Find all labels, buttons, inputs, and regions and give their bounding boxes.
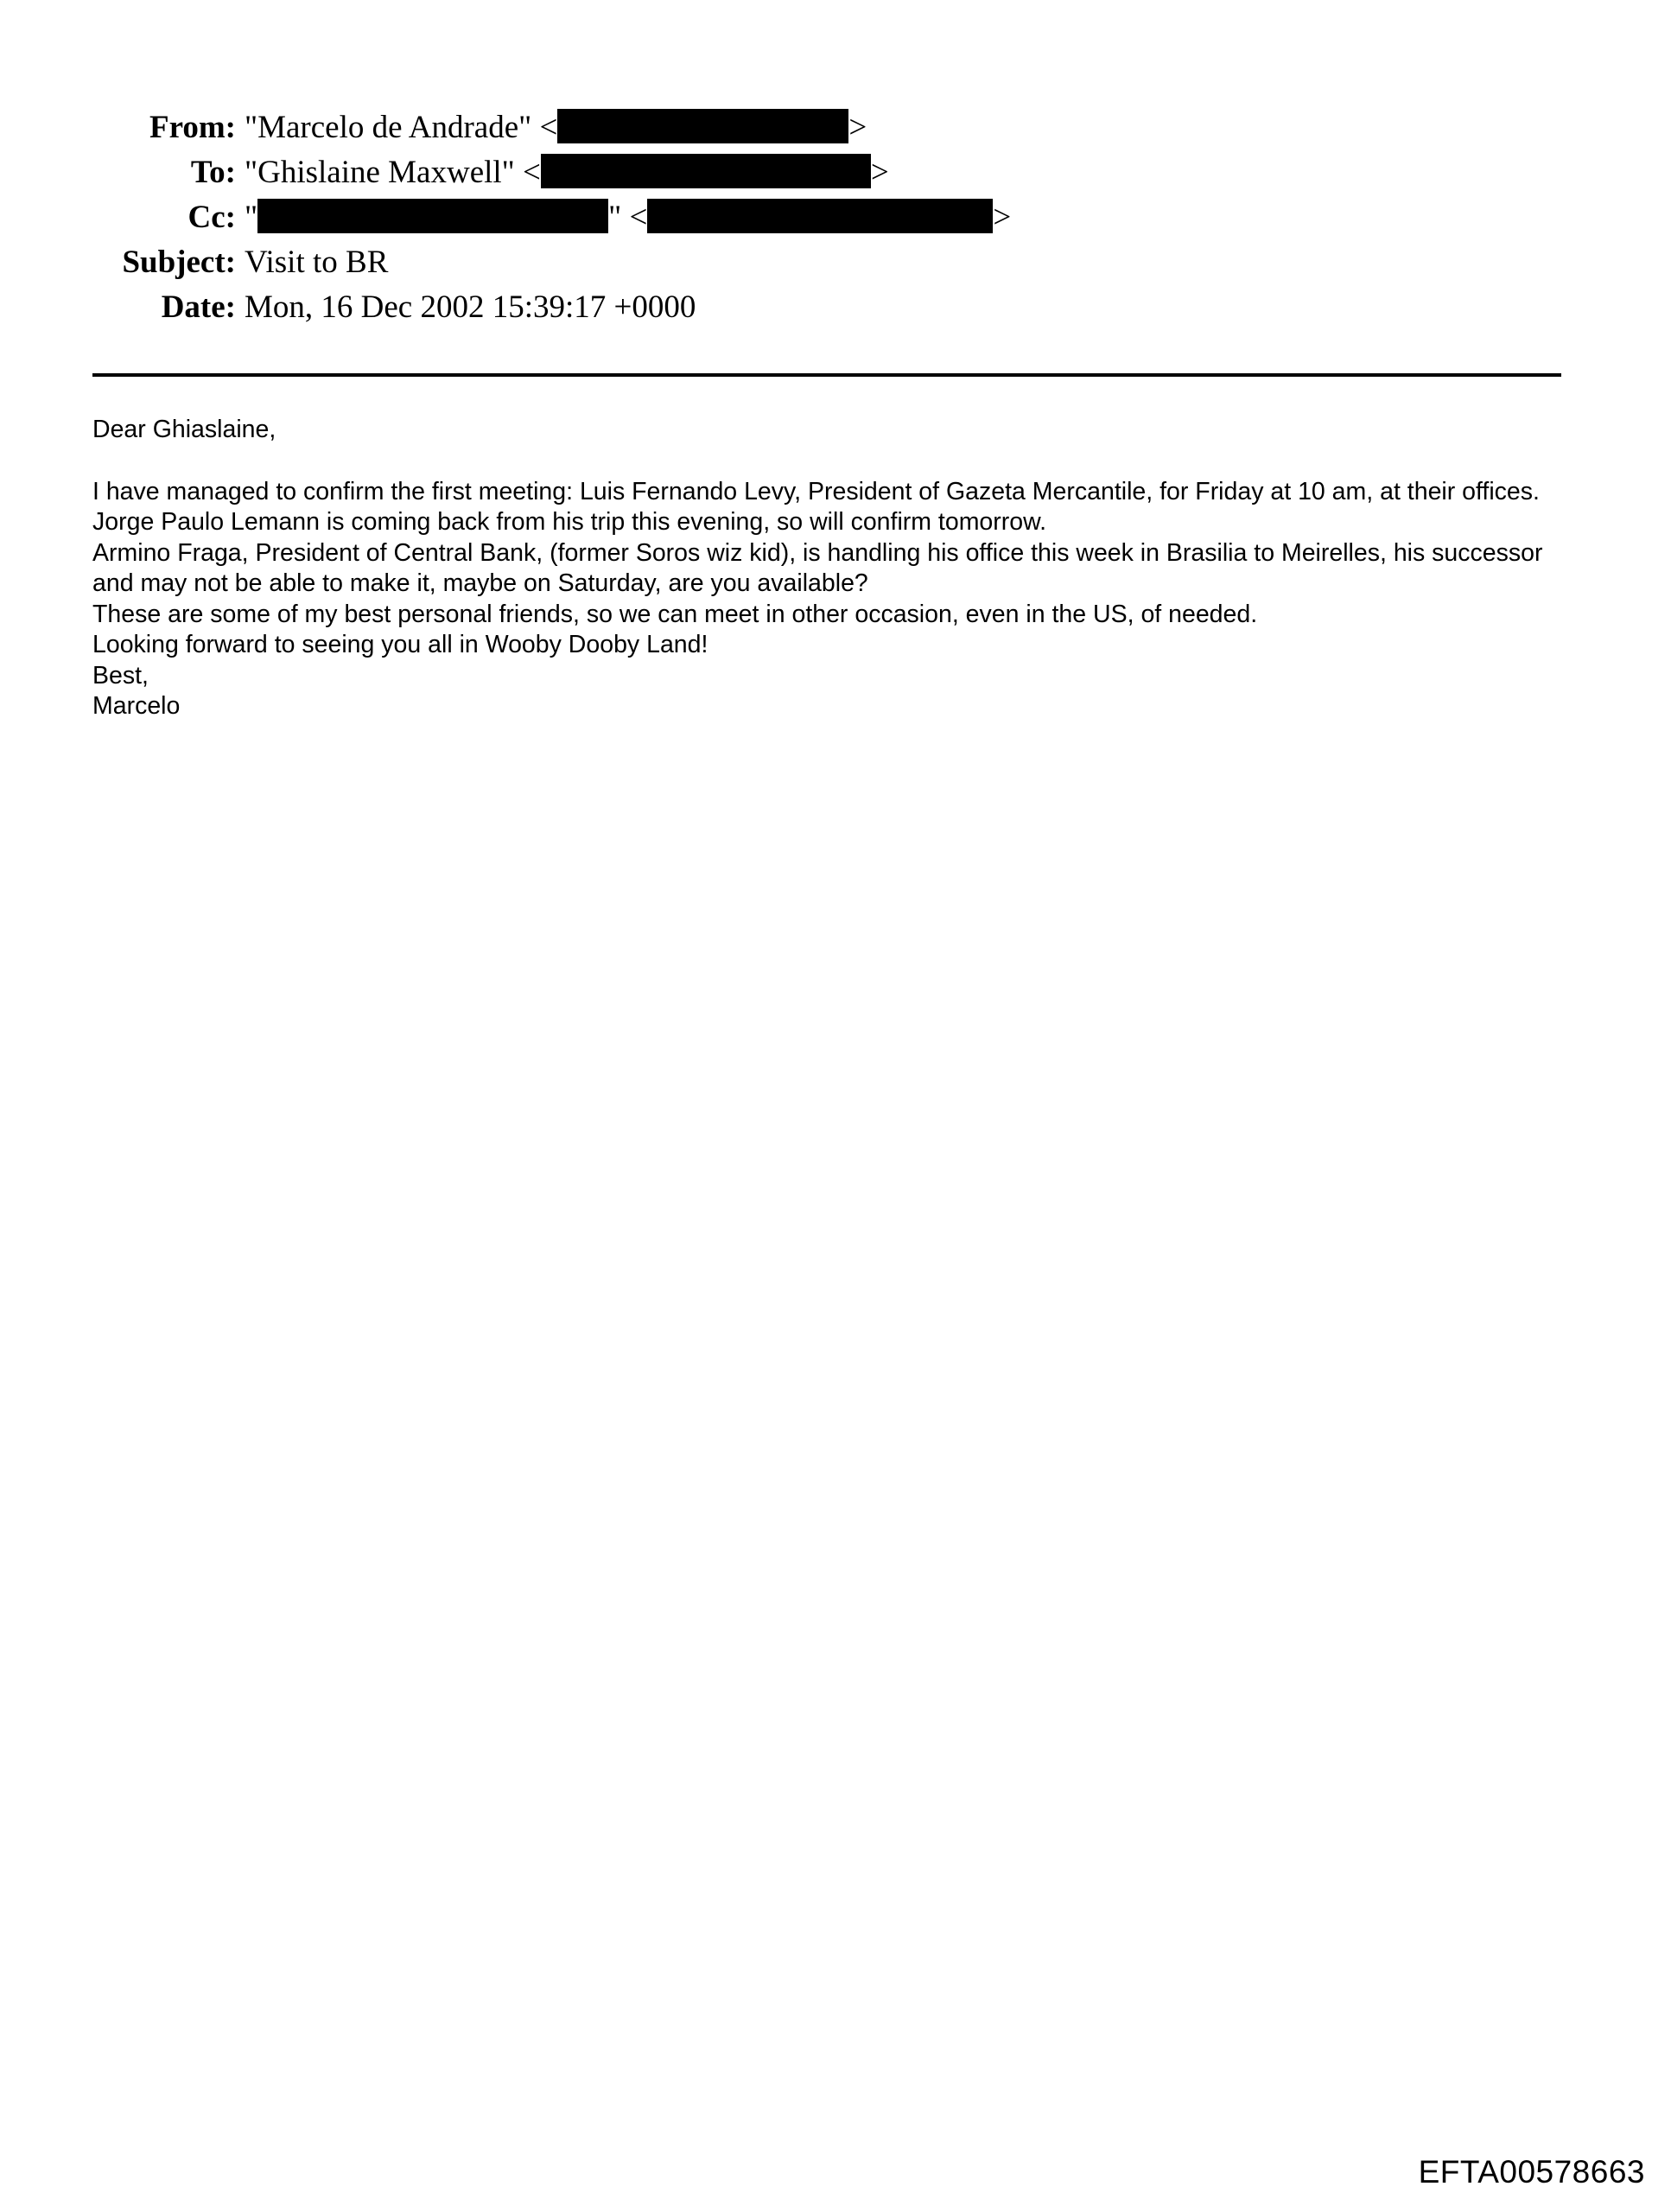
email-header bbox=[86, 105, 1011, 330]
from-suffix: > bbox=[848, 110, 867, 145]
paragraph-gap bbox=[92, 446, 1579, 477]
cc-label: Cc: bbox=[187, 200, 236, 235]
date-value: Mon, 16 Dec 2002 15:39:17 +0000 bbox=[245, 289, 696, 325]
signature: Marcelo bbox=[92, 692, 181, 720]
cc-mid: " < bbox=[608, 200, 648, 235]
subject-row bbox=[86, 240, 1011, 285]
body-line: Armino Fraga, President of Central Bank, (former Soros wiz kid), is handling his office this week in Brasilia to Meirelles, his successor and may not be able to make it, maybe on Saturday, are you available? bbox=[92, 538, 1543, 597]
body-line: Looking forward to seeing you all in Wooby Dooby Land! bbox=[92, 631, 708, 658]
redaction-box bbox=[557, 109, 848, 143]
subject-value: Visit to BR bbox=[245, 245, 389, 280]
from-label: From: bbox=[149, 110, 236, 145]
redaction-box bbox=[541, 154, 871, 188]
from-name: "Marcelo de Andrade" < bbox=[245, 110, 558, 145]
redaction-box bbox=[647, 199, 993, 233]
cc-row bbox=[86, 195, 1011, 240]
email-body bbox=[92, 415, 1579, 722]
date-label: Date: bbox=[161, 289, 236, 325]
body-line: These are some of my best personal friends, so we can meet in other occasion, even in the US, of needed. bbox=[92, 600, 1258, 628]
redaction-box bbox=[257, 199, 608, 233]
to-label: To: bbox=[190, 155, 236, 190]
cc-suffix: > bbox=[993, 200, 1012, 235]
to-name: "Ghislaine Maxwell" < bbox=[245, 155, 541, 190]
cc-value bbox=[245, 195, 1011, 240]
body-line: Jorge Paulo Lemann is coming back from his trip this evening, so will confirm tomorrow. bbox=[92, 508, 1047, 536]
header-divider bbox=[92, 373, 1561, 377]
document-id: EFTA00578663 bbox=[1418, 2154, 1645, 2190]
to-value bbox=[245, 150, 889, 195]
greeting: Dear Ghiaslaine, bbox=[92, 416, 276, 443]
from-row bbox=[86, 105, 1011, 150]
from-value bbox=[245, 105, 867, 150]
to-suffix: > bbox=[870, 155, 889, 190]
body-line: Best, bbox=[92, 661, 149, 690]
cc-open-quote: " bbox=[245, 200, 258, 235]
body-line: I have managed to confirm the first meeting: Luis Fernando Levy, President of Gazeta Mercantile, for Friday at 10 am, at their offices. bbox=[92, 477, 1540, 505]
to-row bbox=[86, 150, 1011, 195]
date-row bbox=[86, 285, 1011, 330]
subject-label: Subject: bbox=[122, 245, 236, 280]
